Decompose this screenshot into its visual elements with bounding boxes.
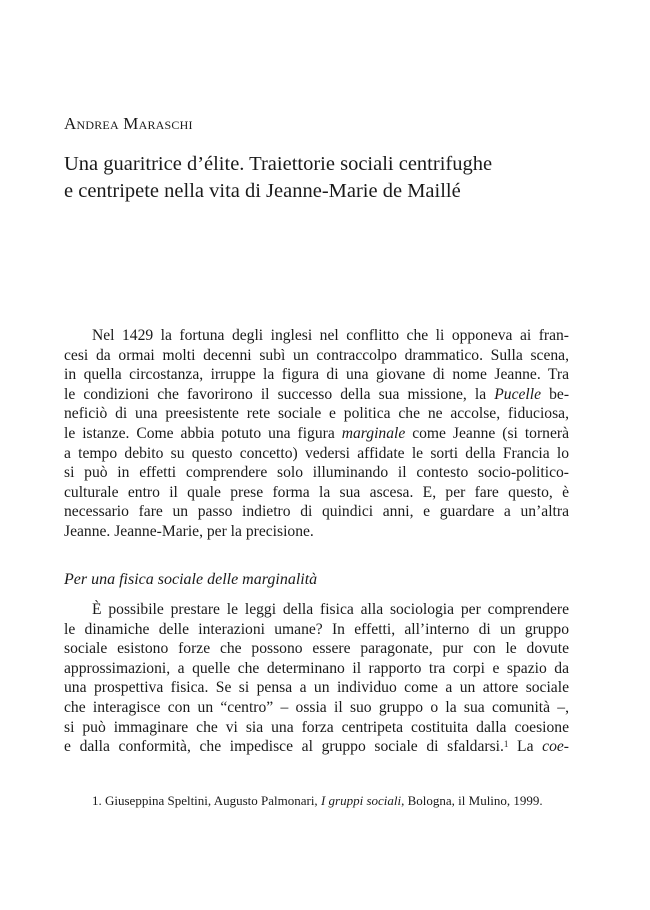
author-name: Andrea Maraschi bbox=[64, 114, 193, 133]
text-fragment: e dalla conformità, che impedisce al gruppo sociale di sfaldarsi. bbox=[64, 738, 504, 756]
emphasis-pucelle: Pucelle bbox=[494, 385, 542, 403]
footnote-text: , Bologna, il Mulino, 1999. bbox=[401, 793, 543, 808]
text-line: È possibile prestare le leggi della fisica alla sociologia per comprendere bbox=[92, 601, 569, 618]
text-line: che interagisce con un “centro” – ossia il suo gruppo o la sua comunità –, bbox=[64, 698, 569, 716]
emphasis-coe: coe- bbox=[542, 738, 569, 756]
page bbox=[64, 0, 569, 910]
footnote-ref[interactable]: 1 bbox=[503, 739, 509, 750]
section-paragraph bbox=[64, 600, 569, 757]
text-line bbox=[64, 385, 569, 405]
text-line: si può immaginare che vi sia una forza centripeta costituita dalla coesione bbox=[64, 718, 569, 736]
footnote-book-title: I gruppi sociali bbox=[320, 793, 402, 808]
title-line: Una guaritrice d’élite. Traiettorie sociali centrifughe bbox=[64, 153, 493, 175]
text-fragment: le condizioni che favorirono il successo della sua missione, la bbox=[64, 385, 495, 403]
section-heading: Per una fisica sociale delle marginalità bbox=[64, 571, 318, 588]
text-fragment: La bbox=[508, 738, 543, 756]
text-fragment: le istanze. Come abbia potuto una figura bbox=[64, 424, 342, 442]
intro-paragraph bbox=[64, 326, 569, 542]
text-line: necessario fare un passo indietro di quindici anni, e guardare a un’altra bbox=[64, 503, 569, 521]
text-fragment: come Jeanne (si tornerà bbox=[405, 424, 569, 442]
text-line: neficiò di una preesistente rete sociale e politica che ne accolse, fiduciosa, bbox=[64, 405, 569, 423]
emphasis-marginale: marginale bbox=[341, 424, 406, 442]
text-line: Nel 1429 la fortuna degli inglesi nel conflitto che li opponeva ai fran- bbox=[92, 327, 569, 344]
text-line: si può in effetti comprendere solo illuminando il contesto socio-politico- bbox=[64, 464, 569, 482]
text-fragment: be- bbox=[541, 385, 569, 403]
footnote-text: 1. Giuseppina Speltini, Augusto Palmonari, bbox=[92, 793, 321, 808]
text-line: a tempo debito su questo concetto) vedersi affidate le sorti della Francia lo bbox=[64, 444, 569, 462]
text-line: una prospettiva fisica. Se si pensa a un individuo come a un attore sociale bbox=[64, 679, 569, 697]
text-line: cesi da ormai molti decenni subì un contraccolpo drammatico. Sulla scena, bbox=[64, 346, 569, 364]
text-line: Jeanne. Jeanne-Marie, per la precisione. bbox=[64, 522, 314, 540]
text-line: le dinamiche delle interazioni umane? In effetti, all’interno di un gruppo bbox=[64, 620, 569, 638]
title-line: e centripete nella vita di Jeanne-Marie de Maillé bbox=[64, 180, 461, 202]
article-title bbox=[64, 151, 569, 205]
text-line: culturale entro il quale prese forma la sua ascesa. E, per fare questo, è bbox=[64, 483, 569, 501]
text-line bbox=[64, 737, 569, 757]
text-line: sociale esistono forze che possono essere paragonate, pur con le dovute bbox=[64, 640, 569, 658]
text-line bbox=[64, 424, 569, 444]
text-line: approssimazioni, a quelle che determinano il rapporto tra corpi e spazio da bbox=[64, 659, 569, 677]
text-line: in quella circostanza, irruppe la figura di una giovane di nome Jeanne. Tra bbox=[64, 366, 569, 384]
footnote bbox=[92, 793, 543, 809]
